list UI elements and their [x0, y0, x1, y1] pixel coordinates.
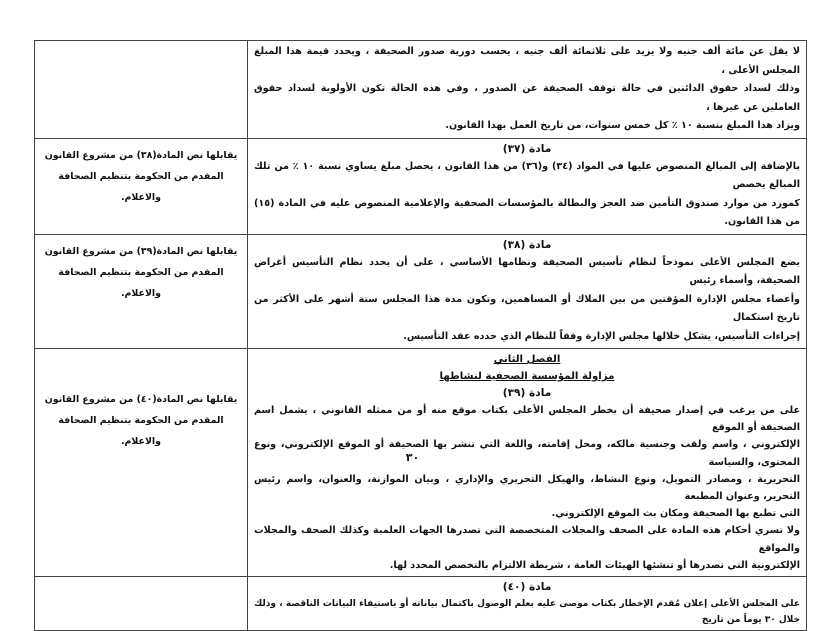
chapter-title: مزاولة المؤسسة الصحفية لنشاطها — [439, 371, 615, 382]
comparison-note-cell — [35, 41, 248, 139]
article-line: التي تطبع بها الصحيفة ومكان بث الموقع الإلكتروني. — [551, 508, 800, 520]
article-line: ولا تسري أحكام هذه المادة على الصحف والمجلات المتخصصة التي تصدرها الجهات العلمية وكذلك الصحف والمجلات والمواقع — [254, 525, 800, 554]
article-text-cell — [248, 41, 807, 139]
article-line: الإلكتروني ، واسم ولقب وجنسية مالكه، ومحل إقامته، واللغة التي تنشر بها الصحيفة أو الموقع الإلكتروني، ونوع المحتوى، والسياسة — [254, 439, 800, 468]
document-page — [34, 40, 801, 631]
article-heading: مادة (٣٧) — [502, 142, 552, 155]
law-comparison-table — [34, 40, 807, 631]
article-line: كمورد من موارد صندوق التأمين ضد العجز والبطالة بالمؤسسات الصحفية والإعلامية المنصوص عليه في المادة (١٥) من هذا القانون. — [254, 197, 800, 227]
article-line: التحريرية ، ومصادر التمويل، ونوع النشاط، والهيكل التحريري والإداري ، وبيان الموازنة، والعنوان، واسم رئيس التحرير، وعنوان المطبعة — [254, 473, 800, 503]
article-heading: مادة (٣٨) — [502, 238, 552, 251]
page-number: ٣٠ — [405, 451, 420, 464]
article-line: على من يرغب في إصدار صحيفة أن يخطر المجلس الأعلى بكتاب موقع منه أو من ممثله القانوني ، يشمل اسم الصحيفة أو الموقع — [254, 405, 800, 434]
article-line: على المجلس الأعلى إعلان مُقدم الإخطار بكتاب موصى عليه بعلم الوصول باكتمال بياناته أو باستيفاء البيانات الناقصة ، وذلك خلال ٣٠ يوماً من تاريخ — [254, 599, 800, 626]
article-line: وأعضاء مجلس الإدارة المؤقتين من بين الملاك أو المساهمين، وتكون مدة هذا المجلس ستة أشهر على الأكثر من تاريخ استكمال — [254, 293, 800, 323]
table-row — [35, 234, 807, 349]
article-line: وذلك لسداد حقوق الدائنين في حالة توقف الصحيفة عن الصدور ، وفي هذه الحالة تكون الأولوية لسداد حقوق العاملين عن غيرها ، — [254, 83, 800, 113]
article-line: الإلكترونية التي تصدرها أو تنشئها الهيئات العامة ، شريطة الالتزام بالتخصص المحدد لها. — [389, 559, 800, 571]
article-line: يضع المجلس الأعلى نموذجاً لنظام تأسيس الصحيفة ونظامها الأساسي ، على أن يحدد نظام التأسيس أغراض الصحيفة، وأسماء رئيس — [254, 256, 800, 286]
article-text-cell — [248, 234, 807, 349]
comparison-note: يقابلها نص المادة(٣٩) من مشروع القانون المقدم من الحكومة بتنظيم الصحافة والاعلام. — [44, 245, 238, 299]
table-row — [35, 41, 807, 139]
comparison-note-cell — [35, 234, 248, 349]
comparison-note: يقابلها نص المادة(٣٨) من مشروع القانون المقدم من الحكومة بتنظيم الصحافة والاعلام. — [44, 149, 238, 203]
article-line: لا يقل عن مائة ألف جنيه ولا يزيد على ثلاثمائة ألف جنيه ، يحسب دورية صدور الصحيفة ، ويحدد قيمة هذا المبلغ المجلس الأعلى ، — [254, 46, 800, 76]
article-line: ويزاد هذا المبلغ بنسبة ١٠ ٪ كل خمس سنوات، من تاريخ العمل بهذا القانون. — [445, 120, 800, 131]
article-text-cell — [248, 138, 807, 234]
comparison-note-cell — [35, 577, 248, 631]
table-row — [35, 138, 807, 234]
article-heading: مادة (٣٩) — [502, 387, 552, 399]
article-text-cell — [248, 577, 807, 631]
chapter-heading: الفصل الثاني — [493, 354, 561, 365]
comparison-note: يقابلها نص المادة(٤٠) من مشروع القانون المقدم من الحكومة بتنظيم الصحافة والاعلام. — [44, 394, 238, 447]
article-line: إجراءات التأسيس، يشكل خلالها مجلس الإدارة وفقاً للنظام الذي حدده عقد التأسيس. — [403, 330, 800, 342]
article-line: بالإضافة إلى المبالغ المنصوص عليها في المواد (٣٤) و(٣٦) من هذا القانون ، يحصل مبلغ يساوي نسبة ١٠ ٪ من تلك المبالغ يخصص — [254, 160, 801, 190]
table-row — [35, 577, 807, 631]
article-heading: مادة (٤٠) — [502, 581, 552, 594]
comparison-note-cell — [35, 138, 248, 234]
